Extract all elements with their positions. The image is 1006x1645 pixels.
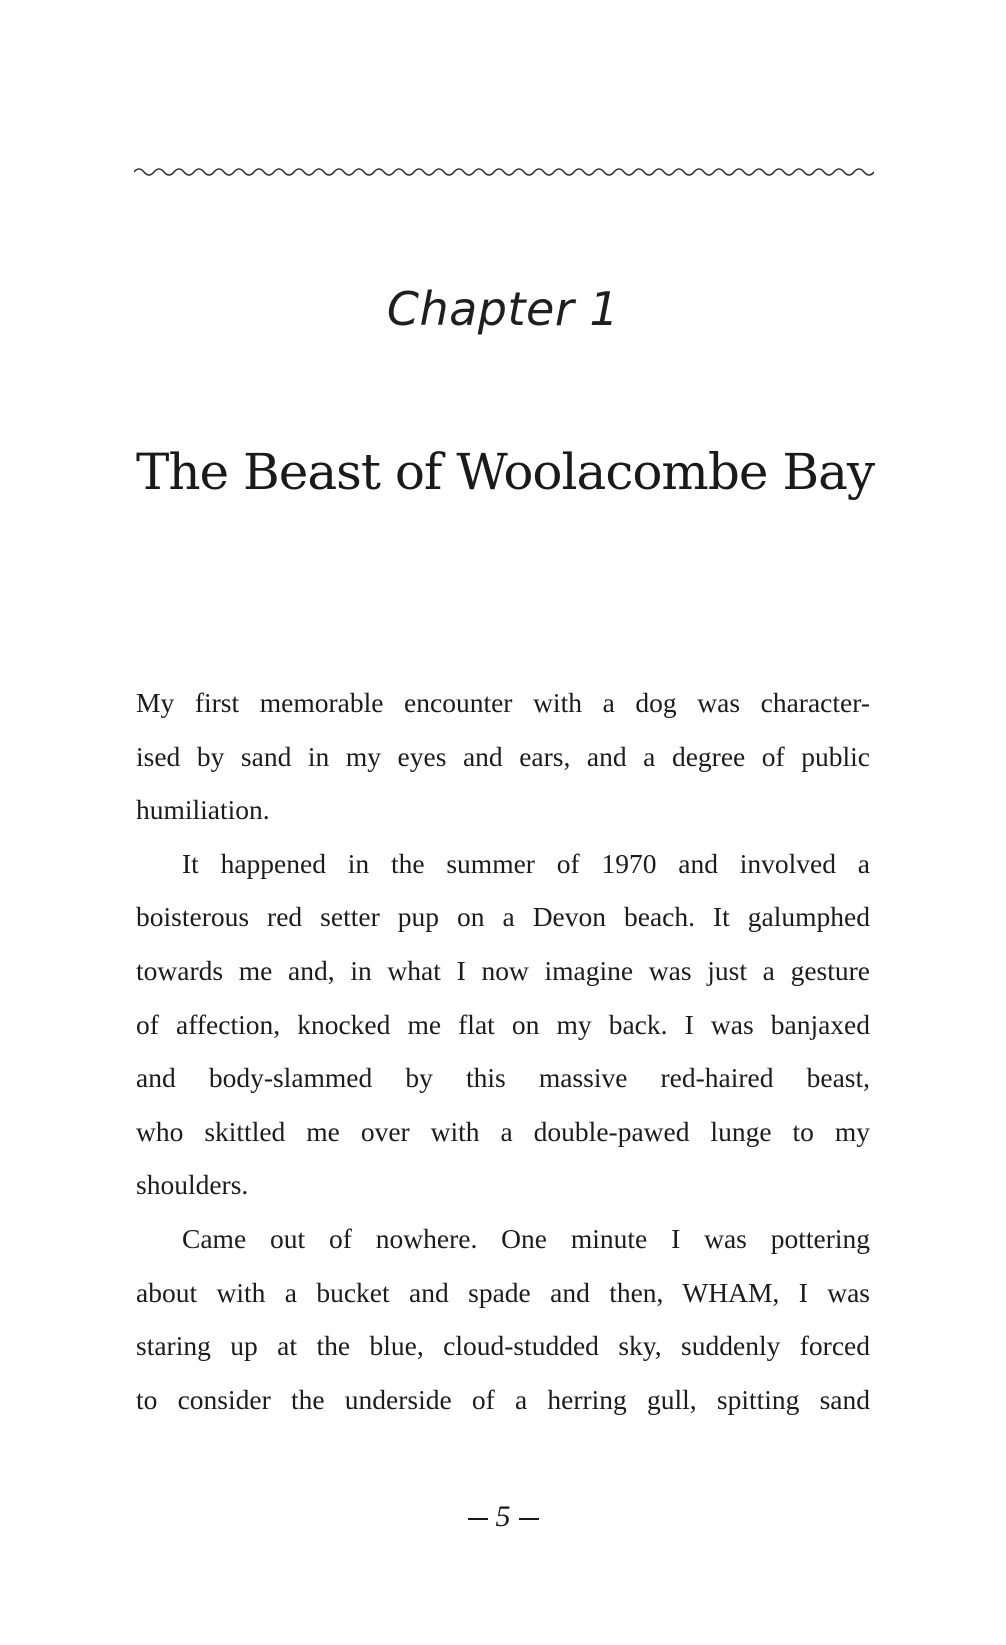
- folio-dash-right: [519, 1518, 539, 1520]
- body-line: My first memorable encounter with a dog was character-: [136, 687, 870, 718]
- body-line: who skittled me over with a double-pawed lunge to my: [136, 1115, 870, 1147]
- body-line: boisterous red setter pup on a Devon beach. It galumphed: [136, 901, 870, 933]
- body-line: to consider the underside of a herring gull, spitting sand: [136, 1383, 870, 1415]
- page-number-value: 5: [495, 1500, 511, 1533]
- chapter-number: Chapter 1: [386, 282, 620, 336]
- body-line: It happened in the summer of 1970 and involved a: [182, 847, 870, 879]
- body-line: staring up at the blue, cloud-studded sky, suddenly forced: [136, 1330, 870, 1362]
- body-line: shoulders.: [136, 1169, 249, 1201]
- body-line: ised by sand in my eyes and ears, and a degree of public: [136, 740, 870, 772]
- folio-dash-left: [468, 1518, 488, 1520]
- body-line: and body-slammed by this massive red-haired beast,: [136, 1062, 870, 1094]
- body-line: of affection, knocked me flat on my back. I was banjaxed: [136, 1008, 870, 1040]
- body-line: about with a bucket and spade and then, WHAM, I was: [136, 1276, 870, 1308]
- page-number: [0, 1500, 1006, 1534]
- body-line: Came out of nowhere. One minute I was pottering: [182, 1222, 870, 1254]
- chapter-body: [136, 676, 870, 1426]
- body-line: towards me and, in what I now imagine was just a gesture: [136, 954, 870, 986]
- body-line: humiliation.: [136, 794, 270, 826]
- wavy-divider: [134, 162, 874, 184]
- chapter-title: The Beast of Woolacombe Bay: [136, 443, 875, 501]
